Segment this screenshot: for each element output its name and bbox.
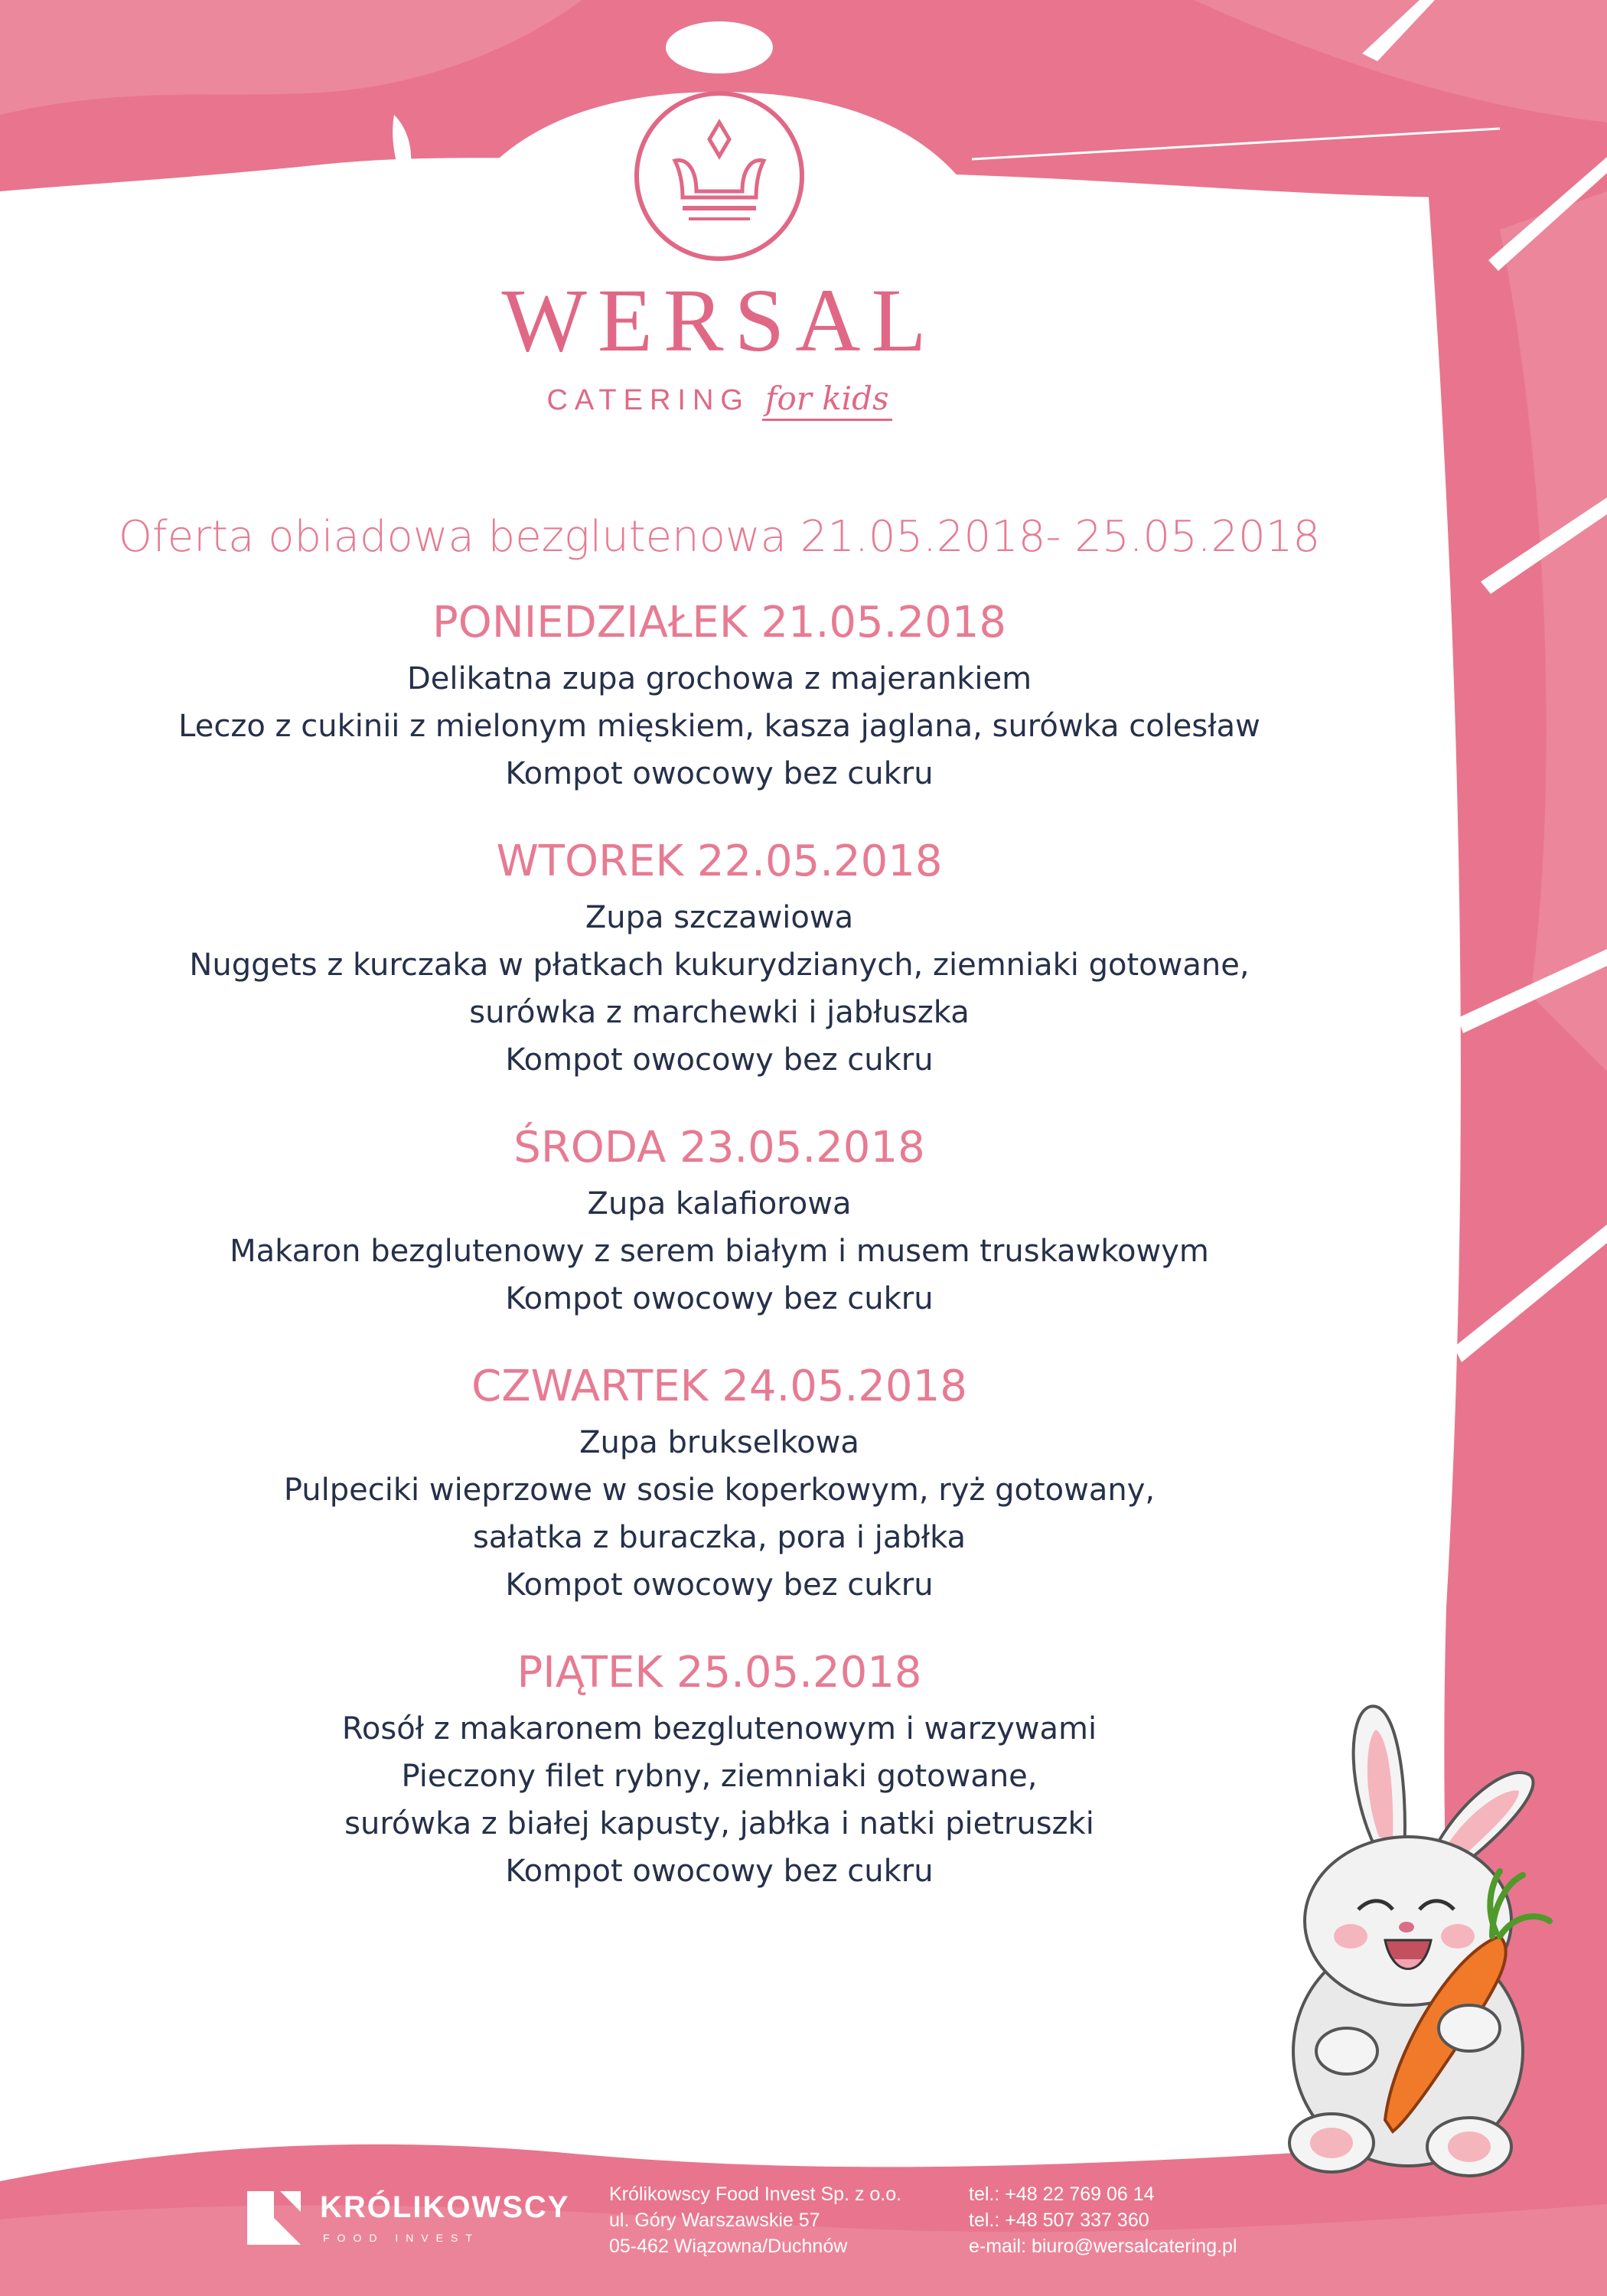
brand-catering: CATERING: [546, 384, 750, 416]
footer-address: [609, 2181, 901, 2259]
day-friday: [0, 1644, 1439, 1895]
menu-line: Rosół z makaronem bezglutenowym i warzywami: [341, 1711, 1097, 1746]
menu-line: Zupa brukselkowa: [579, 1425, 859, 1460]
brand-tagline: for kids: [762, 380, 892, 421]
menu-line: Delikatna zupa grochowa z majerankiem: [406, 661, 1032, 696]
address-line: ul. Góry Warszawskie 57: [609, 2210, 820, 2231]
day-title: WTOREK 22.05.2018: [496, 837, 943, 886]
footer-brand: [243, 2187, 570, 2249]
menu-line: Pieczony filet rybny, ziemniaki gotowane,: [401, 1759, 1038, 1794]
bunny-with-carrot-icon: [1263, 1691, 1553, 2181]
day-title: ŚRODA 23.05.2018: [513, 1123, 925, 1172]
krolikowscy-k-icon: [243, 2187, 305, 2249]
offer-title: Oferta obiadowa bezglutenowa 21.05.2018- 25.05.2018: [118, 512, 1321, 562]
contact-phone: tel.: +48 22 769 06 14: [969, 2183, 1155, 2205]
address-line: 05-462 Wiązowna/Duchnów: [609, 2236, 848, 2257]
menu-line: surówka z białej kapusty, jabłka i natki pietruszki: [344, 1806, 1094, 1841]
day-thursday: [0, 1358, 1439, 1609]
menu-line: Kompot owocowy bez cukru: [505, 1281, 934, 1316]
brand-subtitle: [0, 380, 1439, 421]
menu-line: sałatka z buraczka, pora i jabłka: [472, 1520, 966, 1555]
day-title: CZWARTEK 24.05.2018: [471, 1362, 967, 1411]
day-monday: [0, 594, 1439, 797]
menu-line: Zupa szczawiowa: [585, 900, 854, 935]
contact-email: e-mail: biuro@wersalcatering.pl: [969, 2236, 1237, 2257]
day-title: PIĄTEK 25.05.2018: [517, 1648, 922, 1698]
menu-line: Kompot owocowy bez cukru: [505, 1042, 934, 1078]
day-wednesday: [0, 1119, 1439, 1322]
day-title: PONIEDZIAŁEK 21.05.2018: [432, 598, 1006, 647]
menu-line: Makaron bezglutenowy z serem białym i musem truskawkowym: [230, 1234, 1209, 1269]
brand-name: WERSAL: [501, 270, 937, 370]
menu: [0, 507, 1439, 1930]
logo: [0, 84, 1439, 421]
contact-phone: tel.: +48 507 337 360: [969, 2210, 1149, 2231]
crown-icon: [627, 84, 811, 268]
day-tuesday: [0, 833, 1439, 1084]
footer-brand-name: KRÓLIKOWSCY: [320, 2190, 570, 2224]
menu-line: Zupa kalafiorowa: [587, 1186, 852, 1221]
menu-line: Kompot owocowy bez cukru: [505, 1854, 934, 1889]
menu-line: Kompot owocowy bez cukru: [505, 756, 934, 791]
menu-line: Nuggets z kurczaka w płatkach kukurydzianych, ziemniaki gotowane,: [189, 947, 1250, 983]
address-line: Królikowscy Food Invest Sp. z o.o.: [609, 2183, 902, 2205]
menu-line: Kompot owocowy bez cukru: [505, 1567, 934, 1603]
footer-contact: [969, 2181, 1237, 2259]
menu-line: Leczo z cukinii z mielonym mięskiem, kasza jaglana, surówka colesław: [178, 709, 1260, 744]
menu-line: surówka z marchewki i jabłuszka: [469, 995, 970, 1030]
footer-brand-sub: FOOD INVEST: [323, 2232, 480, 2244]
menu-line: Pulpeciki wieprzowe w sosie koperkowym, ryż gotowany,: [283, 1473, 1156, 1508]
